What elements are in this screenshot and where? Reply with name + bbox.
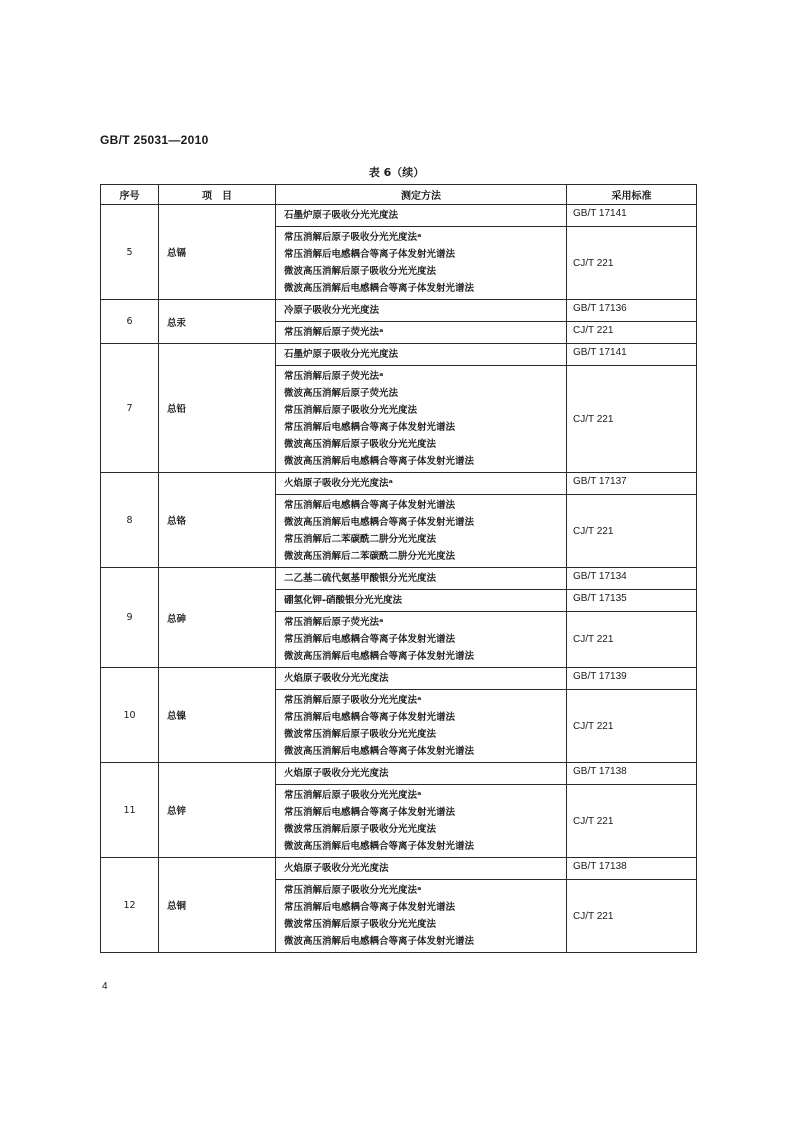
method-line: 火焰原子吸收分光光度法 (284, 863, 389, 874)
row-number: 6 (101, 300, 159, 344)
method-cell (276, 300, 567, 322)
row-number: 5 (101, 205, 159, 300)
item-name: 总铜 (159, 858, 276, 953)
column-header-method: 测定方法 (276, 185, 567, 205)
standard-code: CJ/T 221 (567, 612, 697, 668)
method-line: 常压消解后原子荧光法ᵃ (284, 327, 384, 338)
standard-code: GB/T 17136 (567, 300, 697, 322)
table-row (101, 858, 697, 880)
method-line: 微波高压消解后原子吸收分光光度法 (284, 266, 437, 277)
column-header-item: 项 目 (159, 185, 276, 205)
row-number: 7 (101, 344, 159, 473)
method-cell (276, 366, 567, 473)
method-line: 微波高压消解后原子吸收分光光度法 (284, 439, 437, 450)
method-cell (276, 668, 567, 690)
method-line: 硼氢化钾-硝酸银分光光度法 (284, 595, 402, 606)
row-number: 12 (101, 858, 159, 953)
method-line: 微波高压消解后电感耦合等离子体发射光谱法 (284, 651, 475, 662)
method-line: 常压消解后电感耦合等离子体发射光谱法 (284, 422, 456, 433)
row-number: 10 (101, 668, 159, 763)
method-line: 常压消解后电感耦合等离子体发射光谱法 (284, 712, 456, 723)
method-line: 微波高压消解后原子荧光法 (284, 388, 399, 399)
method-line: 常压消解后原子荧光法ᵃ (284, 371, 384, 382)
method-cell (276, 227, 567, 300)
method-cell (276, 612, 567, 668)
method-line: 常压消解后电感耦合等离子体发射光谱法 (284, 634, 456, 645)
method-line: 常压消解后二苯碳酰二肼分光光度法 (284, 534, 437, 545)
table-body (101, 205, 697, 953)
method-line: 微波高压消解后电感耦合等离子体发射光谱法 (284, 456, 475, 467)
row-number: 8 (101, 473, 159, 568)
method-line: 微波高压消解后二苯碳酰二肼分光光度法 (284, 551, 456, 562)
standard-code: GB/T 17139 (567, 668, 697, 690)
standard-code: GB/T 17141 (567, 205, 697, 227)
method-line: 常压消解后原子吸收分光光度法ᵃ (284, 790, 422, 801)
method-cell (276, 763, 567, 785)
method-line: 微波常压消解后原子吸收分光光度法 (284, 824, 437, 835)
method-line: 常压消解后原子吸收分光光度法ᵃ (284, 232, 422, 243)
method-cell (276, 568, 567, 590)
method-cell (276, 690, 567, 763)
standard-code: CJ/T 221 (567, 495, 697, 568)
standard-code: GB/T 17134 (567, 568, 697, 590)
row-number: 9 (101, 568, 159, 668)
method-line: 微波高压消解后电感耦合等离子体发射光谱法 (284, 746, 475, 757)
standard-code: CJ/T 221 (567, 366, 697, 473)
method-line: 常压消解后电感耦合等离子体发射光谱法 (284, 807, 456, 818)
table-row (101, 568, 697, 590)
method-line: 二乙基二硫代氨基甲酸银分光光度法 (284, 573, 437, 584)
method-line: 常压消解后电感耦合等离子体发射光谱法 (284, 902, 456, 913)
method-line: 常压消解后原子吸收分光光度法ᵃ (284, 885, 422, 896)
table-row (101, 668, 697, 690)
item-name: 总铅 (159, 344, 276, 473)
item-name: 总锌 (159, 763, 276, 858)
method-line: 常压消解后原子吸收分光光度法 (284, 405, 418, 416)
method-line: 微波常压消解后原子吸收分光光度法 (284, 919, 437, 930)
method-line: 微波高压消解后电感耦合等离子体发射光谱法 (284, 841, 475, 852)
table-row (101, 473, 697, 495)
method-line: 常压消解后原子荧光法ᵃ (284, 617, 384, 628)
standards-table (100, 184, 697, 953)
table-header-row (101, 185, 697, 205)
method-cell (276, 205, 567, 227)
method-line: 常压消解后原子吸收分光光度法ᵃ (284, 695, 422, 706)
standard-code: CJ/T 221 (567, 322, 697, 344)
standard-code: CJ/T 221 (567, 690, 697, 763)
column-header-number: 序号 (101, 185, 159, 205)
method-line: 火焰原子吸收分光光度法 (284, 673, 389, 684)
method-cell (276, 322, 567, 344)
method-cell (276, 473, 567, 495)
method-line: 常压消解后电感耦合等离子体发射光谱法 (284, 249, 456, 260)
item-name: 总镉 (159, 205, 276, 300)
table-title: 表 6（续） (368, 166, 425, 179)
method-cell (276, 785, 567, 858)
table-row (101, 344, 697, 366)
method-cell (276, 858, 567, 880)
method-line: 火焰原子吸收分光光度法ᵃ (284, 478, 393, 489)
method-cell (276, 344, 567, 366)
method-line: 冷原子吸收分光光度法 (284, 305, 380, 316)
standard-code: GB/T 17137 (567, 473, 697, 495)
method-cell (276, 590, 567, 612)
method-cell (276, 880, 567, 953)
method-line: 微波常压消解后原子吸收分光光度法 (284, 729, 437, 740)
item-name: 总汞 (159, 300, 276, 344)
table-row (101, 763, 697, 785)
standard-code: GB/T 17138 (567, 763, 697, 785)
standard-code: GB/T 17138 (567, 858, 697, 880)
standard-code: CJ/T 221 (567, 785, 697, 858)
method-line: 火焰原子吸收分光光度法 (284, 768, 389, 779)
document-code: GB/T 25031—2010 (100, 133, 209, 147)
table-row (101, 205, 697, 227)
item-name: 总镍 (159, 668, 276, 763)
table-row (101, 300, 697, 322)
method-line: 石墨炉原子吸收分光光度法 (284, 210, 399, 221)
item-name: 总砷 (159, 568, 276, 668)
item-name: 总铬 (159, 473, 276, 568)
row-number: 11 (101, 763, 159, 858)
standard-code: CJ/T 221 (567, 880, 697, 953)
standard-code: GB/T 17141 (567, 344, 697, 366)
page-number: 4 (102, 981, 108, 992)
standard-code: CJ/T 221 (567, 227, 697, 300)
method-line: 常压消解后电感耦合等离子体发射光谱法 (284, 500, 456, 511)
method-line: 石墨炉原子吸收分光光度法 (284, 349, 399, 360)
method-line: 微波高压消解后电感耦合等离子体发射光谱法 (284, 517, 475, 528)
column-header-standard: 采用标准 (567, 185, 697, 205)
standard-code: GB/T 17135 (567, 590, 697, 612)
method-line: 微波高压消解后电感耦合等离子体发射光谱法 (284, 283, 475, 294)
method-line: 微波高压消解后电感耦合等离子体发射光谱法 (284, 936, 475, 947)
method-cell (276, 495, 567, 568)
